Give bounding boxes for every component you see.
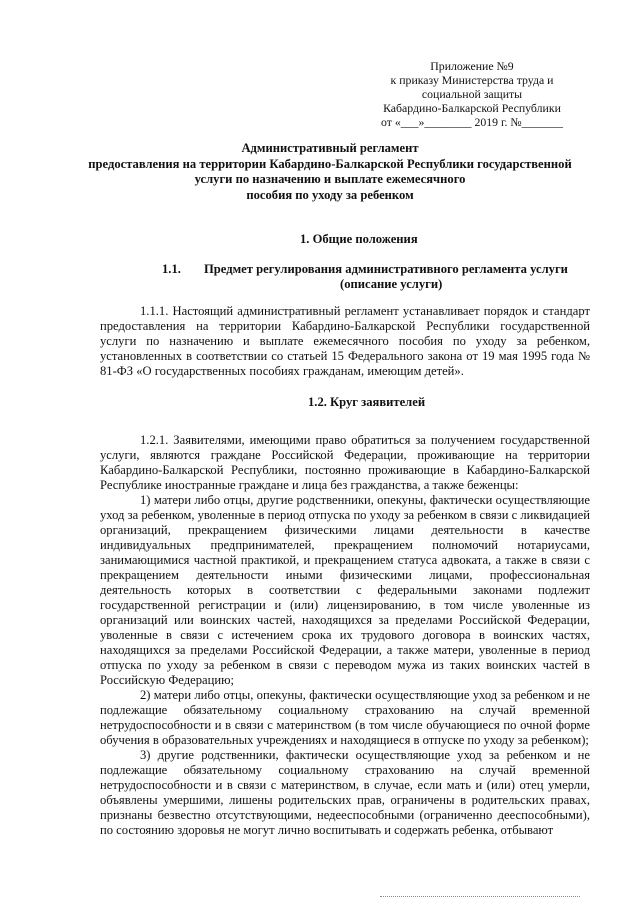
section-1-2-body xyxy=(100,433,590,838)
list-item-2: 2) матери либо отцы, опекуны, фактически осуществляющие уход за ребенком и не подлежащие обязательному социальному страхованию на случай временной нетрудоспособности и в связи с материнством (в том числе обучающиеся по очной форме обучения в образовательных учреждениях и находящиеся в отпуске по уходу за ребенком); xyxy=(100,688,590,747)
section-1-1-title: Предмет регулирования административного регламента услуги xyxy=(204,262,568,276)
section-1-heading: 1. Общие положения xyxy=(300,232,418,246)
annex-header xyxy=(372,59,572,129)
list-item-1: 1) матери либо отцы, другие родственники, опекуны, фактически осуществляющие уход за ребенком, уволенные в период отпуска по уходу за ребенком в связи с ликвидацией организаций, прекращением физическими лицами деятельности в качестве индивидуальных предпринимателей, прекращением полномочий нотариусами, занимающимися частной практикой, и прекращением статуса адвоката, а также в связи с прекращением деятельности иными физическими лицами, профессиональная деятельность которых в соответствии с федеральными законами подлежит государственной регистрации и (или) лицензированию, в том числе уволенные из организаций или воинских частей, находящихся за пределами Российской Федерации, уволенные в связи с истечением срока их трудового договора в воинских частях, находящихся за пределами Российской Федерации, а также матери, уволенные в период отпуска по уходу за ребенком в связи с переводом мужа из таких воинских частей в Российскую Федерацию; xyxy=(100,493,590,687)
annex-line-5: от «___»________ 2019 г. №_______ xyxy=(381,115,563,129)
paragraph-1-1-1-block xyxy=(100,304,590,379)
title-line-4: пособия по уходу за ребенком xyxy=(246,187,414,202)
annex-line-1: Приложение №9 xyxy=(430,59,514,73)
annex-line-2: к приказу Министерства труда и xyxy=(390,73,554,87)
title-line-1: Административный регламент xyxy=(241,141,419,155)
document-title xyxy=(60,141,600,203)
paragraph-1-2-1: 1.2.1. Заявителями, имеющими право обратиться за получением государственной услуги, являются граждане Российской Федерации, проживающие на территории Кабардино-Балкарской Республики, постоянно проживающие в Кабардино-Балкарской Республике иностранные граждане и лица без гражданства, а также беженцы: xyxy=(100,433,590,492)
list-item-3: 3) другие родственники, фактически осуществляющие уход за ребенком и не подлежащие обязательному социальному страхованию на случай временной нетрудоспособности и в связи с материнством, в случае, если мать и (или) отец умерли, объявлены умершими, лишены родительских прав, ограничены в родительских правах, признаны безвестно отсутствующими, недееспособными (ограниченно дееспособными), по состоянию здоровья не могут лично воспитывать и содержать ребенка, отбывают xyxy=(100,748,590,837)
section-1-1-number: 1.1. xyxy=(162,262,181,276)
title-line-3: услуги по назначению и выплате ежемесячного xyxy=(194,172,466,186)
footer-divider xyxy=(380,896,580,897)
section-1-1-subtitle: (описание услуги) xyxy=(340,277,443,291)
section-1-2-heading: 1.2. Круг заявителей xyxy=(308,395,426,409)
annex-line-4: Кабардино-Балкарской Республики xyxy=(383,101,561,115)
title-line-2: предоставления на территории Кабардино-Балкарской Республики государственной xyxy=(88,156,572,171)
paragraph-1-1-1: 1.1.1. Настоящий административный регламент устанавливает порядок и стандарт предоставления на территории Кабардино-Балкарской Республики государственной услуги по назначению и выплате ежемесячного пособия по уходу за ребенком, установленных в соответствии со статьей 15 Федерального закона от 19 мая 1995 года № 81-ФЗ «О государственных пособиях гражданам, имеющим детей». xyxy=(100,304,590,378)
annex-line-3: социальной защиты xyxy=(421,87,523,101)
